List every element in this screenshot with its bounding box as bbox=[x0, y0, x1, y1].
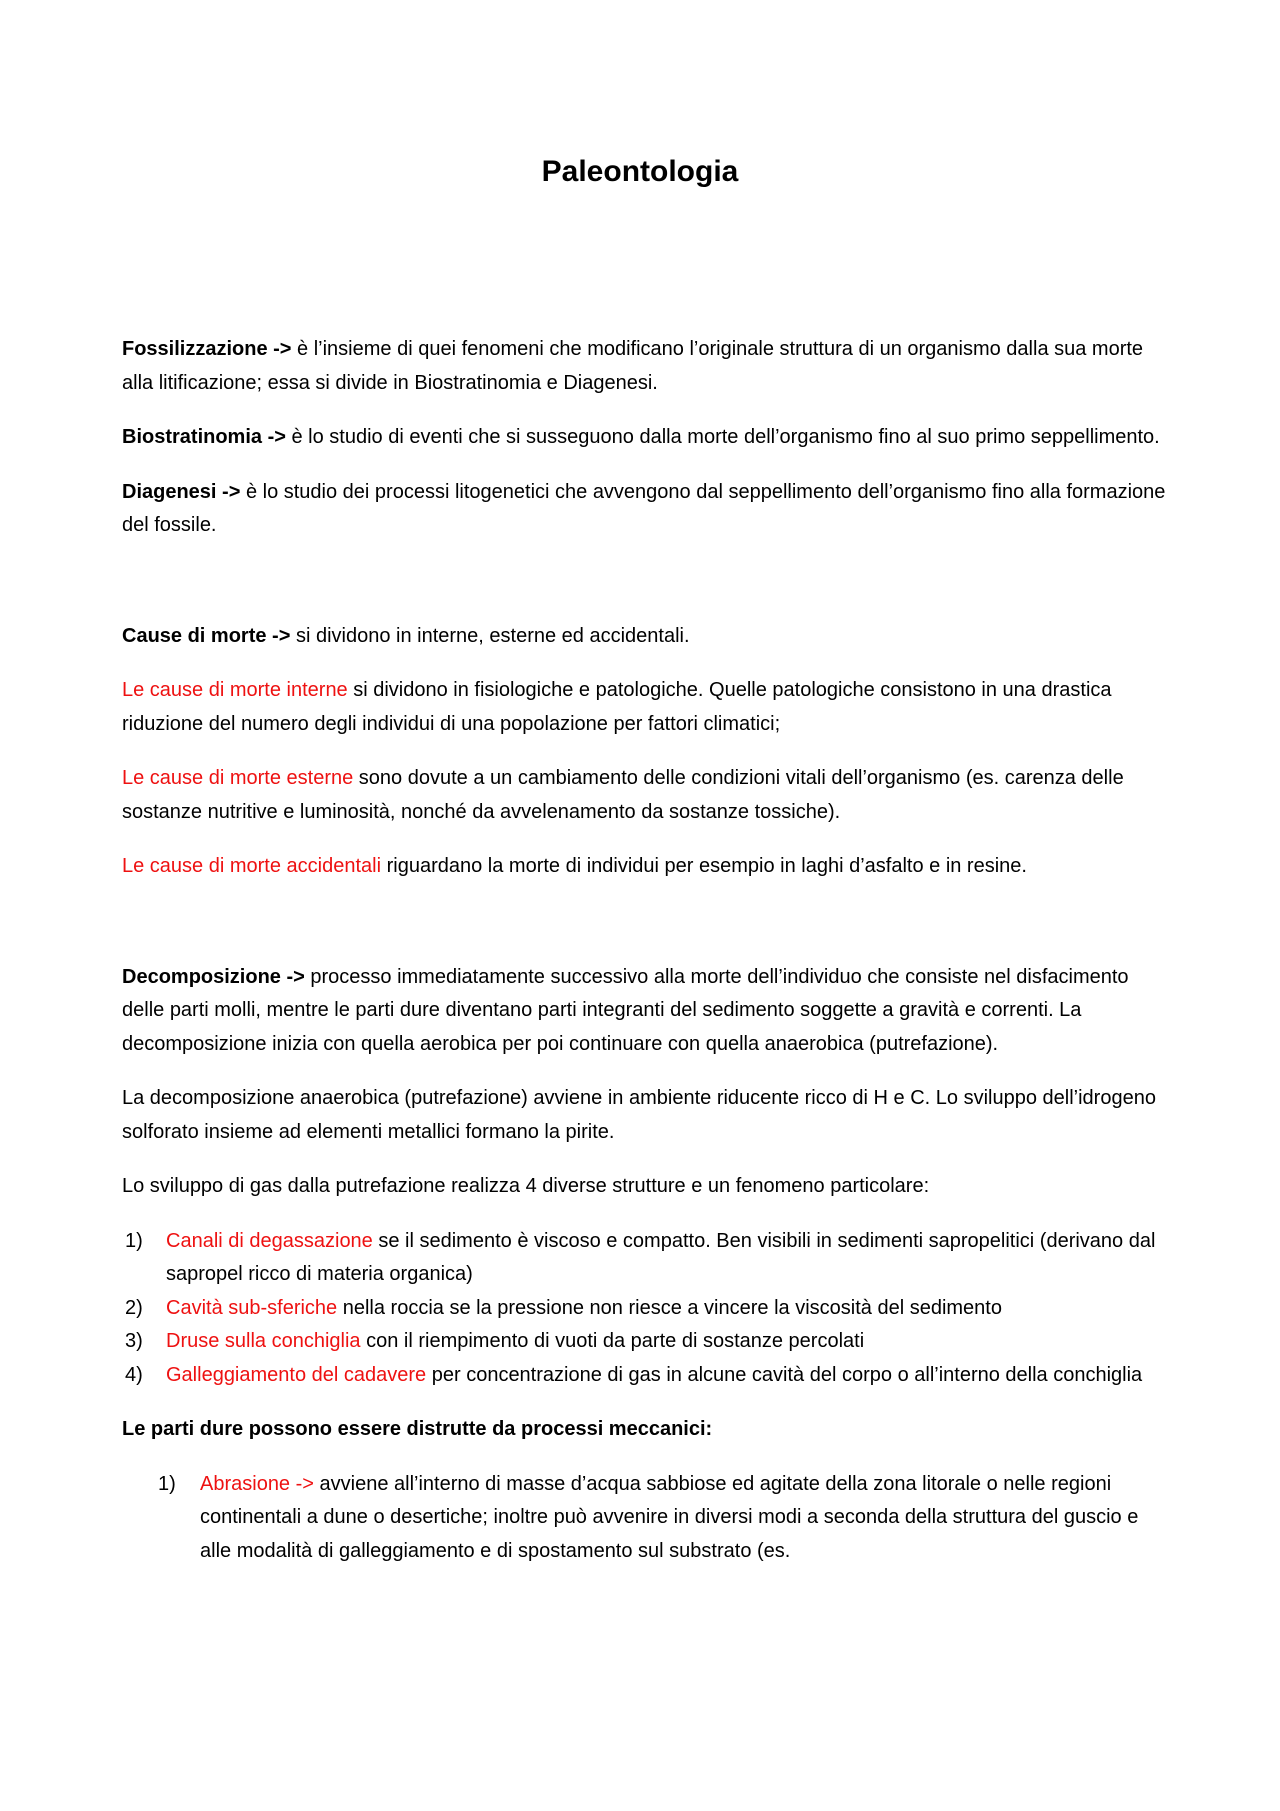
term-cause-di-morte: Cause di morte -> bbox=[122, 624, 291, 647]
list-number: 2) bbox=[125, 1296, 143, 1319]
list-number: 1) bbox=[158, 1472, 176, 1495]
list-item-text: con il riempimento di vuoti da parte di sostanze percolati bbox=[360, 1330, 865, 1352]
paragraph-cause-interne bbox=[122, 674, 1172, 741]
list-item-text: nella roccia se la pressione non riesce a vincere la viscosità del sedimento bbox=[337, 1296, 1002, 1319]
page-title: Paleontologia bbox=[541, 155, 739, 188]
list-item-highlight: Canali di degassazione bbox=[166, 1229, 373, 1252]
list-item bbox=[122, 1292, 1172, 1326]
paragraph-decomposizione bbox=[122, 961, 1172, 1062]
list-item bbox=[122, 1225, 1172, 1292]
list-item-highlight: Druse sulla conchiglia bbox=[166, 1330, 361, 1352]
highlight-cause-esterne: Le cause di morte esterne bbox=[122, 767, 354, 789]
list-item-text: avviene all’interno di masse d’acqua sabbiose ed agitate della zona litorale o nelle regioni continentali a dune o desertiche; inoltre può avvenire in diversi modi a seconda della struttura del guscio e alle modalità di galleggiamento e di spostamento sul substrato (es. bbox=[200, 1472, 1139, 1562]
paragraph-cause-esterne bbox=[122, 762, 1172, 829]
list-number: 1) bbox=[125, 1229, 143, 1252]
text-fossilizzazione: è l’insieme di quei fenomeni che modificano l’originale struttura di un organismo dalla sua morte alla litificazione; essa si divide in Biostratinomia e Diagenesi. bbox=[122, 338, 1144, 394]
term-diagenesi: Diagenesi -> bbox=[122, 480, 241, 503]
term-fossilizzazione: Fossilizzazione -> bbox=[122, 338, 292, 360]
text-cause-accidentali: riguardano la morte di individui per esempio in laghi d’asfalto e in resine. bbox=[381, 855, 1027, 877]
paragraph-sviluppo-gas: Lo sviluppo di gas dalla putrefazione realizza 4 diverse strutture e un fenomeno particolare: bbox=[122, 1175, 930, 1197]
list-item-highlight: Galleggiamento del cadavere bbox=[166, 1363, 427, 1386]
text-diagenesi: è lo studio dei processi litogenetici che avvengono dal seppellimento dell’organismo fino alla formazione del fossile. bbox=[122, 480, 1166, 536]
paragraph-cause-accidentali bbox=[122, 850, 1172, 884]
highlight-cause-interne: Le cause di morte interne bbox=[122, 679, 348, 701]
paragraph-biostratinomia bbox=[122, 421, 1172, 455]
paragraph-diagenesi bbox=[122, 476, 1172, 543]
term-biostratinomia: Biostratinomia -> bbox=[122, 426, 286, 448]
list-number: 3) bbox=[125, 1330, 143, 1352]
heading-parti-dure: Le parti dure possono essere distrutte da processi meccanici: bbox=[122, 1418, 713, 1440]
paragraph-cause-di-morte bbox=[122, 620, 1172, 654]
list-item bbox=[122, 1468, 1172, 1569]
list-strutture-gas bbox=[122, 1225, 1172, 1393]
text-decomposizione: processo immediatamente successivo alla morte dell’individuo che consiste nel disfacimento delle parti molli, mentre le parti dure diventano parti integranti del sedimento soggette a gravità e correnti. La decomposizione inizia con quella aerobica per poi continuare con quella anaerobica (putrefazione). bbox=[122, 965, 1129, 1055]
list-item-text: per concentrazione di gas in alcune cavità del corpo o all’interno della conchiglia bbox=[426, 1363, 1143, 1386]
highlight-cause-accidentali: Le cause di morte accidentali bbox=[122, 855, 382, 877]
list-item bbox=[122, 1325, 1172, 1359]
text-cause-interne: si dividono in fisiologiche e patologiche. Quelle patologiche consistono in una drastica riduzione del numero degli individui di una popolazione per fattori climatici; bbox=[122, 679, 1112, 735]
list-item bbox=[122, 1359, 1172, 1393]
list-item-highlight: Cavità sub-sferiche bbox=[166, 1296, 338, 1319]
list-item-highlight: Abrasione -> bbox=[200, 1472, 314, 1495]
document-body bbox=[122, 333, 1172, 1568]
text-biostratinomia: è lo studio di eventi che si susseguono dalla morte dell’organismo fino al suo primo seppellimento. bbox=[285, 426, 1160, 448]
text-cause-di-morte: si dividono in interne, esterne ed accidentali. bbox=[290, 624, 690, 647]
term-decomposizione: Decomposizione -> bbox=[122, 965, 305, 988]
list-processi-meccanici bbox=[122, 1468, 1172, 1569]
list-number: 4) bbox=[125, 1363, 143, 1386]
paragraph-decomposizione-anaerobica: La decomposizione anaerobica (putrefazione) avviene in ambiente riducente ricco di H e C. Lo sviluppo dell’idrogeno solforato insieme ad elementi metallici formano la pirite. bbox=[122, 1087, 1156, 1143]
list-item-text: se il sedimento è viscoso e compatto. Ben visibili in sedimenti sapropelitici (derivano dal sapropel ricco di materia organica) bbox=[166, 1229, 1156, 1285]
text-cause-esterne: sono dovute a un cambiamento delle condizioni vitali dell’organismo (es. carenza delle sostanze nutritive e luminosità, nonché da avvelenamento da sostanze tossiche). bbox=[122, 767, 1124, 823]
paragraph-fossilizzazione bbox=[122, 333, 1172, 400]
